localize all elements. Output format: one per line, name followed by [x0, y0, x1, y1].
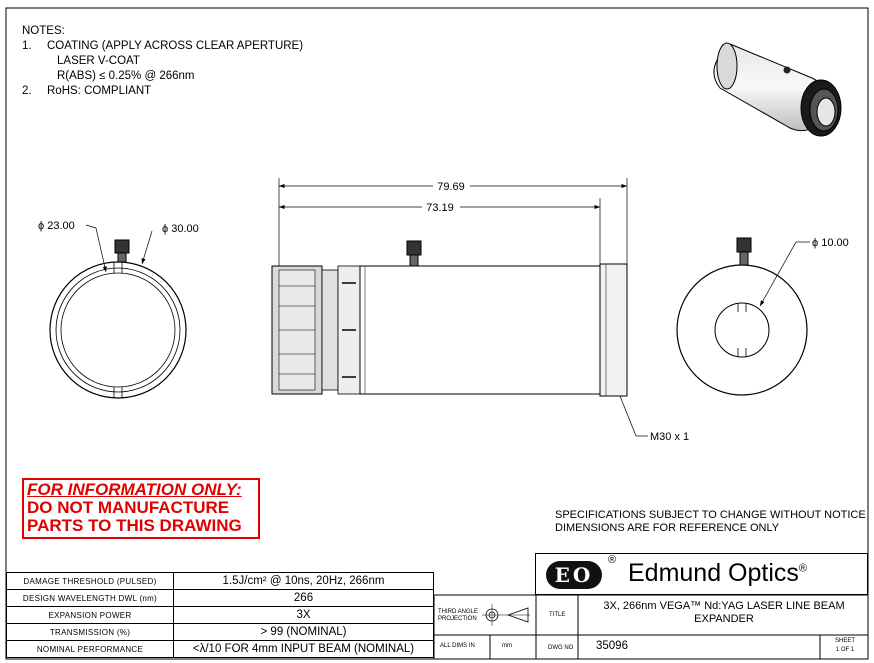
note-2-number: 2.: [22, 85, 32, 97]
table-row: [7, 573, 434, 590]
edmund-logo-icon: EO: [546, 561, 602, 589]
notes-heading: NOTES:: [22, 25, 65, 37]
units-value: mm: [502, 643, 512, 649]
spec-value: > 99 (NOMINAL): [174, 624, 434, 641]
company-logo-box: [535, 553, 868, 595]
note-1-line2: LASER V-COAT: [57, 55, 140, 67]
outer-diameter-label: ϕ 30.00: [162, 223, 199, 235]
sheet-label: SHEET: [834, 638, 855, 644]
inner-diameter-label: ϕ 23.00: [38, 220, 75, 232]
warning-line-2: DO NOT MANUFACTURE: [27, 498, 230, 517]
spec-key: TRANSMISSION (%): [7, 624, 174, 641]
company-registered-mark: ®: [798, 562, 808, 575]
warning-line-1: FOR INFORMATION ONLY:: [27, 480, 242, 499]
table-row: [7, 590, 434, 607]
body-length-label: 73.19: [426, 202, 454, 214]
title-label: TITLE: [549, 612, 566, 618]
spec-key: NOMINAL PERFORMANCE: [7, 641, 174, 658]
info-only-warning: [22, 478, 260, 539]
registered-mark: ®: [608, 554, 617, 566]
spec-table: [6, 572, 434, 658]
drawing-number-label: DWG NO: [548, 645, 574, 651]
spec-value: 266: [174, 590, 434, 607]
aperture-diameter-label: ϕ 10.00: [812, 237, 849, 249]
spec-value: <λ/10 FOR 4mm INPUT BEAM (NOMINAL): [174, 641, 434, 658]
specifications-note: [555, 509, 866, 535]
thread-callout: [620, 396, 689, 443]
overall-length-label: 79.69: [437, 181, 465, 193]
left-end-view: [38, 220, 199, 398]
table-row: [7, 607, 434, 624]
note-1-line3: R(ABS) ≤ 0.25% @ 266nm: [57, 70, 195, 82]
note-1-number: 1.: [22, 40, 32, 52]
specs-note-line-1: SPECIFICATIONS SUBJECT TO CHANGE WITHOUT NOTICE: [555, 509, 866, 521]
drawing-title-line-2: EXPANDER: [694, 613, 754, 625]
warning-line-3: PARTS TO THIS DRAWING: [27, 516, 242, 535]
spec-key: DESIGN WAVELENGTH DWL (nm): [7, 590, 174, 607]
company-name: [628, 559, 807, 588]
units-label: ALL DIMS IN: [440, 643, 475, 649]
spec-key: EXPANSION POWER: [7, 607, 174, 624]
note-2-text: RoHS: COMPLIANT: [47, 85, 152, 97]
spec-value: 1.5J/cm² @ 10ns, 20Hz, 266nm: [174, 573, 434, 590]
drawing-number: 35096: [596, 640, 628, 652]
table-row: [7, 624, 434, 641]
isometric-view: [714, 43, 841, 136]
drawing-title-line-1: 3X, 266nm VEGA™ Nd:YAG LASER LINE BEAM: [603, 600, 845, 612]
dimension-body-length: [279, 198, 600, 266]
dimension-overall-length: [279, 178, 627, 268]
specs-note-line-2: DIMENSIONS ARE FOR REFERENCE ONLY: [555, 522, 780, 534]
right-end-view: [677, 237, 849, 395]
company-name-text: Edmund Optics: [628, 559, 799, 587]
thread-label: M30 x 1: [650, 431, 690, 443]
side-view: [272, 241, 627, 396]
projection-label: THIRD ANGLE PROJECTION: [438, 609, 479, 622]
note-1-text: COATING (APPLY ACROSS CLEAR APERTURE): [47, 40, 304, 52]
spec-value: 3X: [174, 607, 434, 624]
table-row: [7, 641, 434, 658]
spec-key: DAMAGE THRESHOLD (PULSED): [7, 573, 174, 590]
drawing-title: [582, 600, 866, 626]
sheet-value: 1 OF 1: [835, 647, 855, 653]
